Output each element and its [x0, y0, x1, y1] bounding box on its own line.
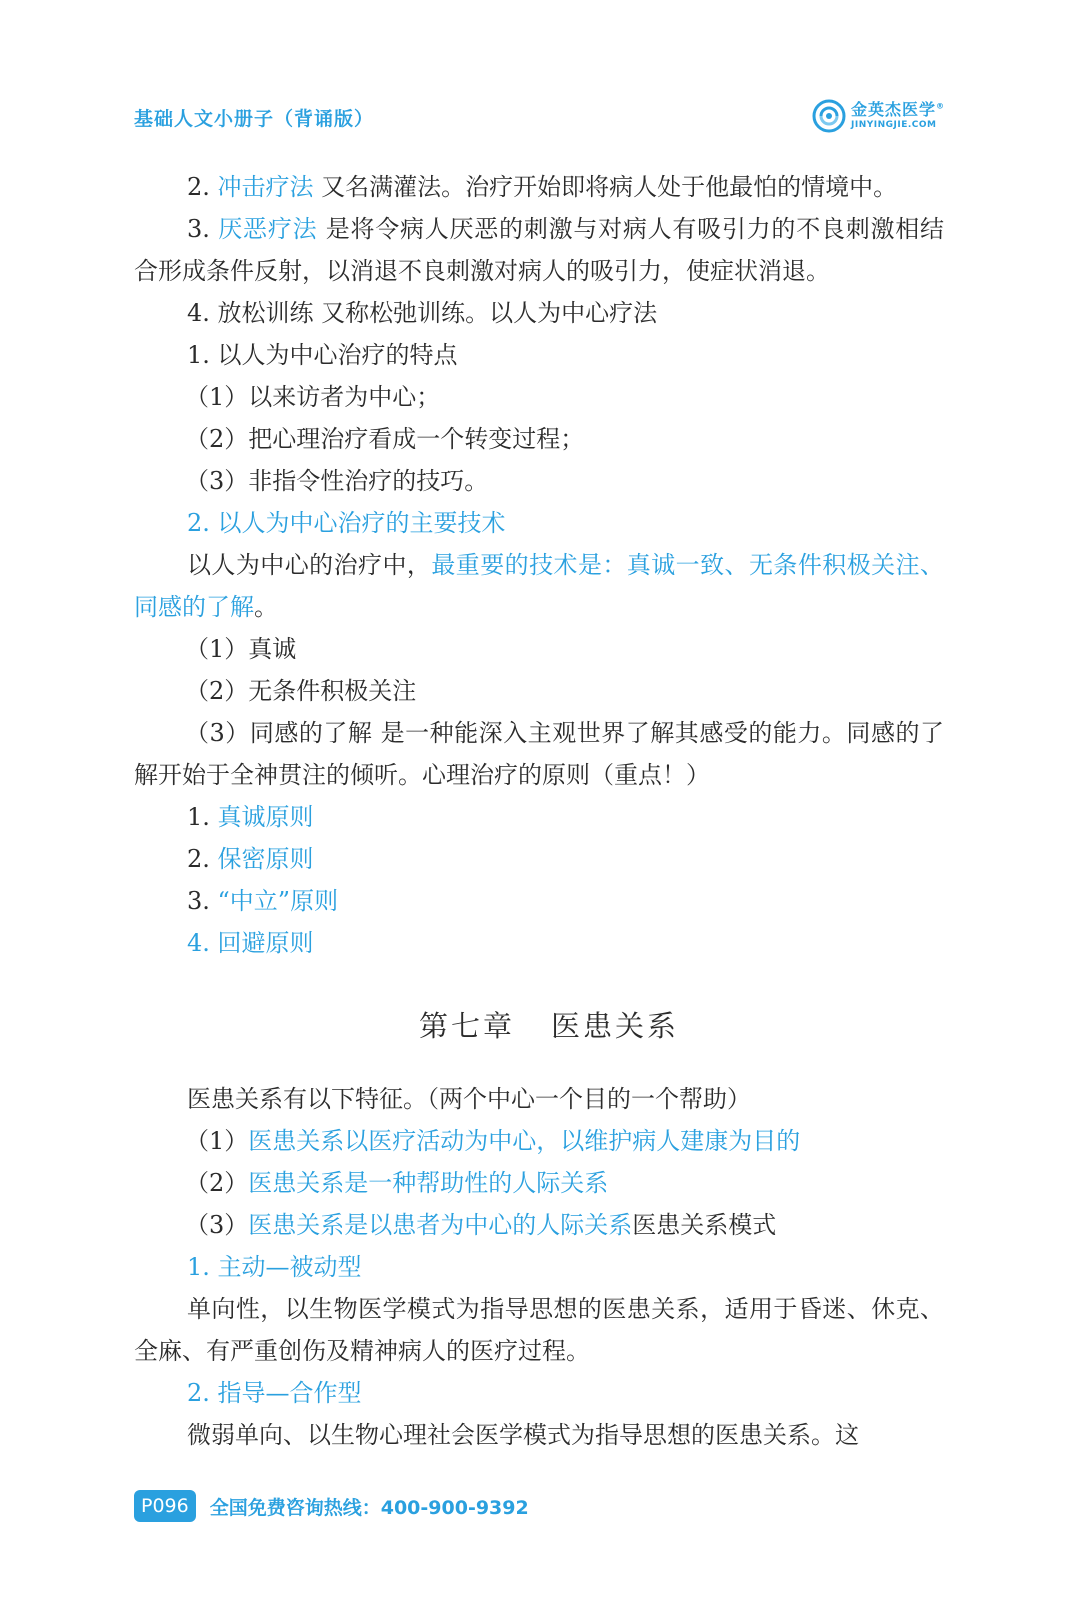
highlight-text: 最重要的技术是：真诚一致、无条件积极关注、同感的了解	[134, 551, 945, 621]
chapter-name: 医患关系	[551, 1009, 680, 1043]
list-number: 1.	[187, 803, 218, 831]
highlight-term: “中立”原则	[217, 887, 339, 915]
text-line: （2）把心理治疗看成一个转变过程；	[185, 425, 585, 453]
hotline-text: 全国免费咨询热线：400-900-9392	[209, 1496, 529, 1519]
text-line: 1. 以人为中心治疗的特点	[187, 341, 458, 369]
text-line: （1）以来访者为中心；	[185, 383, 441, 411]
text-line: 微弱单向、以生物心理社会医学模式为指导思想的医患关系。这	[187, 1421, 859, 1449]
text-line: （1）真诚	[185, 635, 297, 663]
highlight-text: 医患关系是一种帮助性的人际关系	[248, 1169, 609, 1197]
body-text: 是将令病人厌恶的刺激与对病人有吸引力的不良刺激相结合形成条件反射，以消退不良刺激对病人的吸引力，使症状消退。	[134, 215, 944, 285]
text-paragraph	[134, 544, 944, 628]
body-text: 以人为中心的治疗中，	[187, 551, 432, 579]
text-line	[134, 1204, 944, 1246]
text-line: 4. 回避原则	[187, 929, 314, 957]
text-line	[134, 166, 944, 208]
section-heading: 1. 主动—被动型	[187, 1253, 362, 1281]
text-line	[134, 1120, 944, 1162]
highlight-text: 医患关系以医疗活动为中心，以维护病人建康为目的	[248, 1127, 801, 1155]
running-header-title: 基础人文小册子（背诵版）	[134, 108, 375, 130]
logo-wordmark: 金英杰医学	[851, 100, 937, 119]
list-number: 2.	[187, 173, 218, 201]
text-line	[134, 796, 944, 838]
chapter-title	[134, 1002, 944, 1050]
list-number: （3）	[185, 1211, 249, 1239]
text-paragraph	[134, 208, 944, 292]
text-line	[134, 880, 944, 922]
text-line: 4. 放松训练 又称松弛训练。以人为中心疗法	[187, 299, 658, 327]
list-number: 2.	[187, 845, 218, 873]
list-number: 3.	[187, 215, 219, 243]
highlight-term: 保密原则	[217, 845, 314, 873]
highlight-term: 厌恶疗法	[218, 215, 318, 243]
list-number: （1）	[185, 1127, 249, 1155]
section-heading: 2. 指导—合作型	[187, 1379, 362, 1407]
list-number: （2）	[185, 1169, 249, 1197]
highlight-term: 冲击疗法	[217, 173, 314, 201]
text-paragraph: （3）同感的了解 是一种能深入主观世界了解其感受的能力。同感的了解开始于全神贯注的倾听。心理治疗的原则（重点！）	[134, 719, 944, 789]
body-text: 又名满灌法。治疗开始即将病人处于他最怕的情境中。	[313, 173, 898, 201]
logo-url: JINYINGJIE.COM	[851, 120, 937, 130]
logo-registered-mark: ®	[936, 101, 946, 111]
list-number: 3.	[187, 887, 218, 915]
text-line: （3）非指令性治疗的技巧。	[185, 467, 489, 495]
text-line	[134, 1162, 944, 1204]
logo-swirl-icon	[812, 99, 846, 133]
section-heading: 2. 以人为中心治疗的主要技术	[187, 509, 506, 537]
page-footer	[134, 1490, 529, 1522]
body-text: 。	[254, 593, 278, 621]
highlight-term: 真诚原则	[217, 803, 314, 831]
page-number-badge: P096	[134, 1490, 196, 1522]
text-paragraph: 单向性，以生物医学模式为指导思想的医患关系，适用于昏迷、休克、全麻、有严重创伤及精神病人的医疗过程。	[134, 1295, 944, 1365]
page-content	[134, 166, 944, 1456]
brand-logo	[812, 98, 962, 134]
chapter-number: 第七章	[418, 1009, 515, 1043]
body-text: 医患关系模式	[632, 1211, 777, 1239]
text-line: （2）无条件积极关注	[185, 677, 417, 705]
text-line	[134, 838, 944, 880]
highlight-text: 医患关系是以患者为中心的人际关系	[248, 1211, 633, 1239]
text-line: 医患关系有以下特征。（两个中心一个目的一个帮助）	[187, 1085, 751, 1113]
